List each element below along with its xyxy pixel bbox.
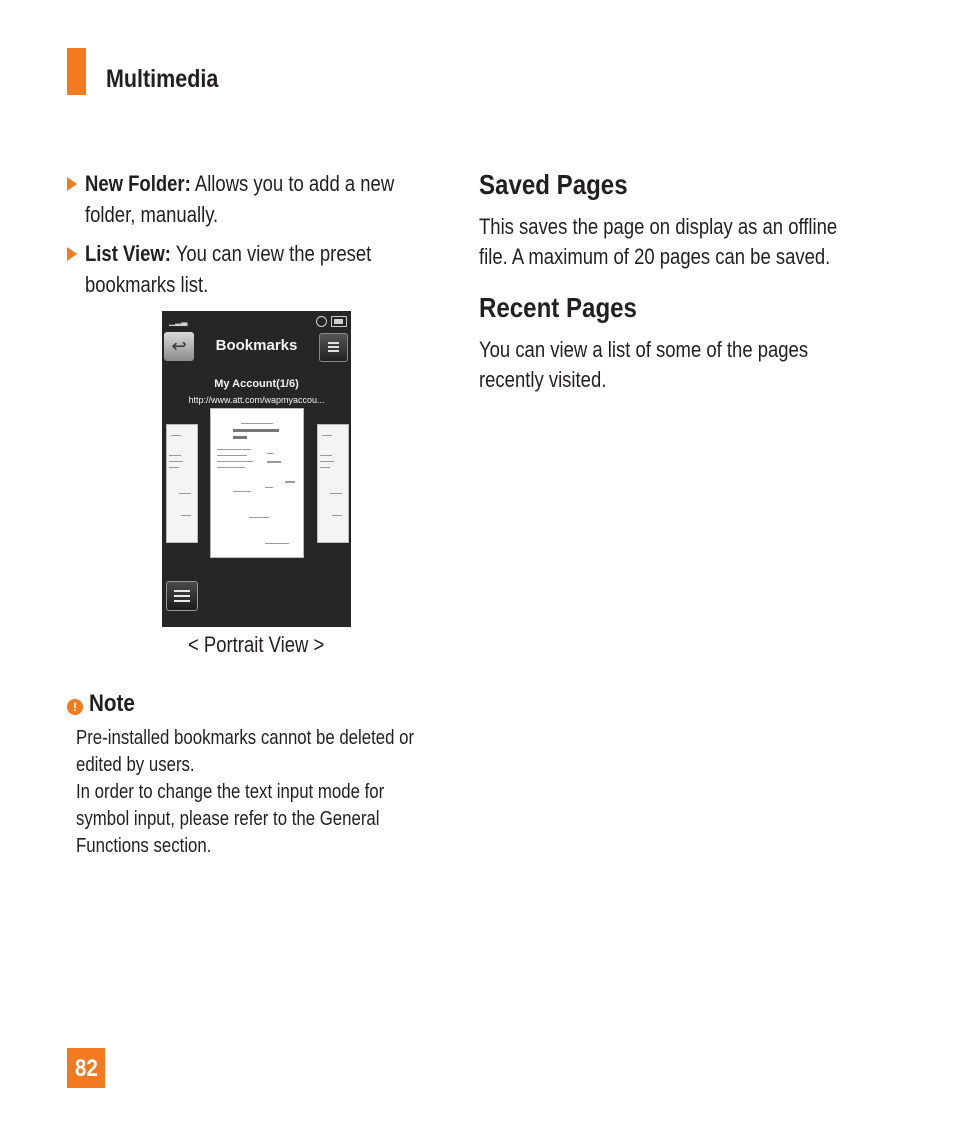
- note-title: Note: [89, 690, 135, 717]
- note-text: Pre-installed bookmarks cannot be deleted or edited by users.: [76, 727, 415, 776]
- battery-icon: [331, 316, 347, 327]
- bookmark-thumbnail-previous[interactable]: [166, 424, 198, 543]
- saved-pages-text: This saves the page on display as an offline file. A maximum of 20 pages can be saved.: [479, 214, 838, 269]
- bullet-arrow-icon: [67, 247, 77, 261]
- phone-title: Bookmarks: [215, 337, 298, 354]
- back-button[interactable]: ↩: [164, 332, 194, 361]
- menu-button[interactable]: [319, 333, 348, 362]
- page-number-text: 82: [74, 1055, 98, 1082]
- section-marker: [67, 48, 86, 95]
- bullet-text: [85, 238, 421, 300]
- bullet-term: New Folder:: [85, 171, 191, 196]
- bullet-text: [85, 168, 421, 230]
- globe-icon: [316, 316, 327, 327]
- bookmark-thumbnail-next[interactable]: [317, 424, 349, 543]
- phone-screenshot: [162, 311, 351, 627]
- saved-pages-heading: Saved Pages: [479, 169, 628, 200]
- bookmark-thumbnail-current[interactable]: [210, 408, 304, 558]
- caption-text: < Portrait View >: [188, 632, 325, 657]
- status-bar: [162, 311, 351, 331]
- bullet-term: List View:: [85, 241, 171, 266]
- bookmark-url: http://www.att.com/wapmyaccou...: [188, 395, 325, 405]
- recent-pages-text: You can view a list of some of the pages recently visited.: [479, 337, 809, 392]
- signal-icon: ▁▂▃: [169, 317, 188, 326]
- note-text: In order to change the text input mode for symbol input, please refer to the General Functions section.: [76, 781, 385, 857]
- recent-pages-heading: Recent Pages: [479, 292, 637, 323]
- page-number: [67, 1048, 105, 1088]
- bookmark-account-label: My Account(1/6): [214, 378, 299, 390]
- list-view-button[interactable]: [166, 581, 198, 611]
- bullet-description: You can view the preset bookmarks list.: [85, 241, 372, 297]
- bullet-description: Allows you to add a new folder, manually.: [85, 171, 395, 227]
- figure-caption: [162, 632, 351, 658]
- bullet-arrow-icon: [67, 177, 77, 191]
- section-title: Multimedia: [106, 65, 219, 93]
- warning-icon: !: [67, 699, 83, 715]
